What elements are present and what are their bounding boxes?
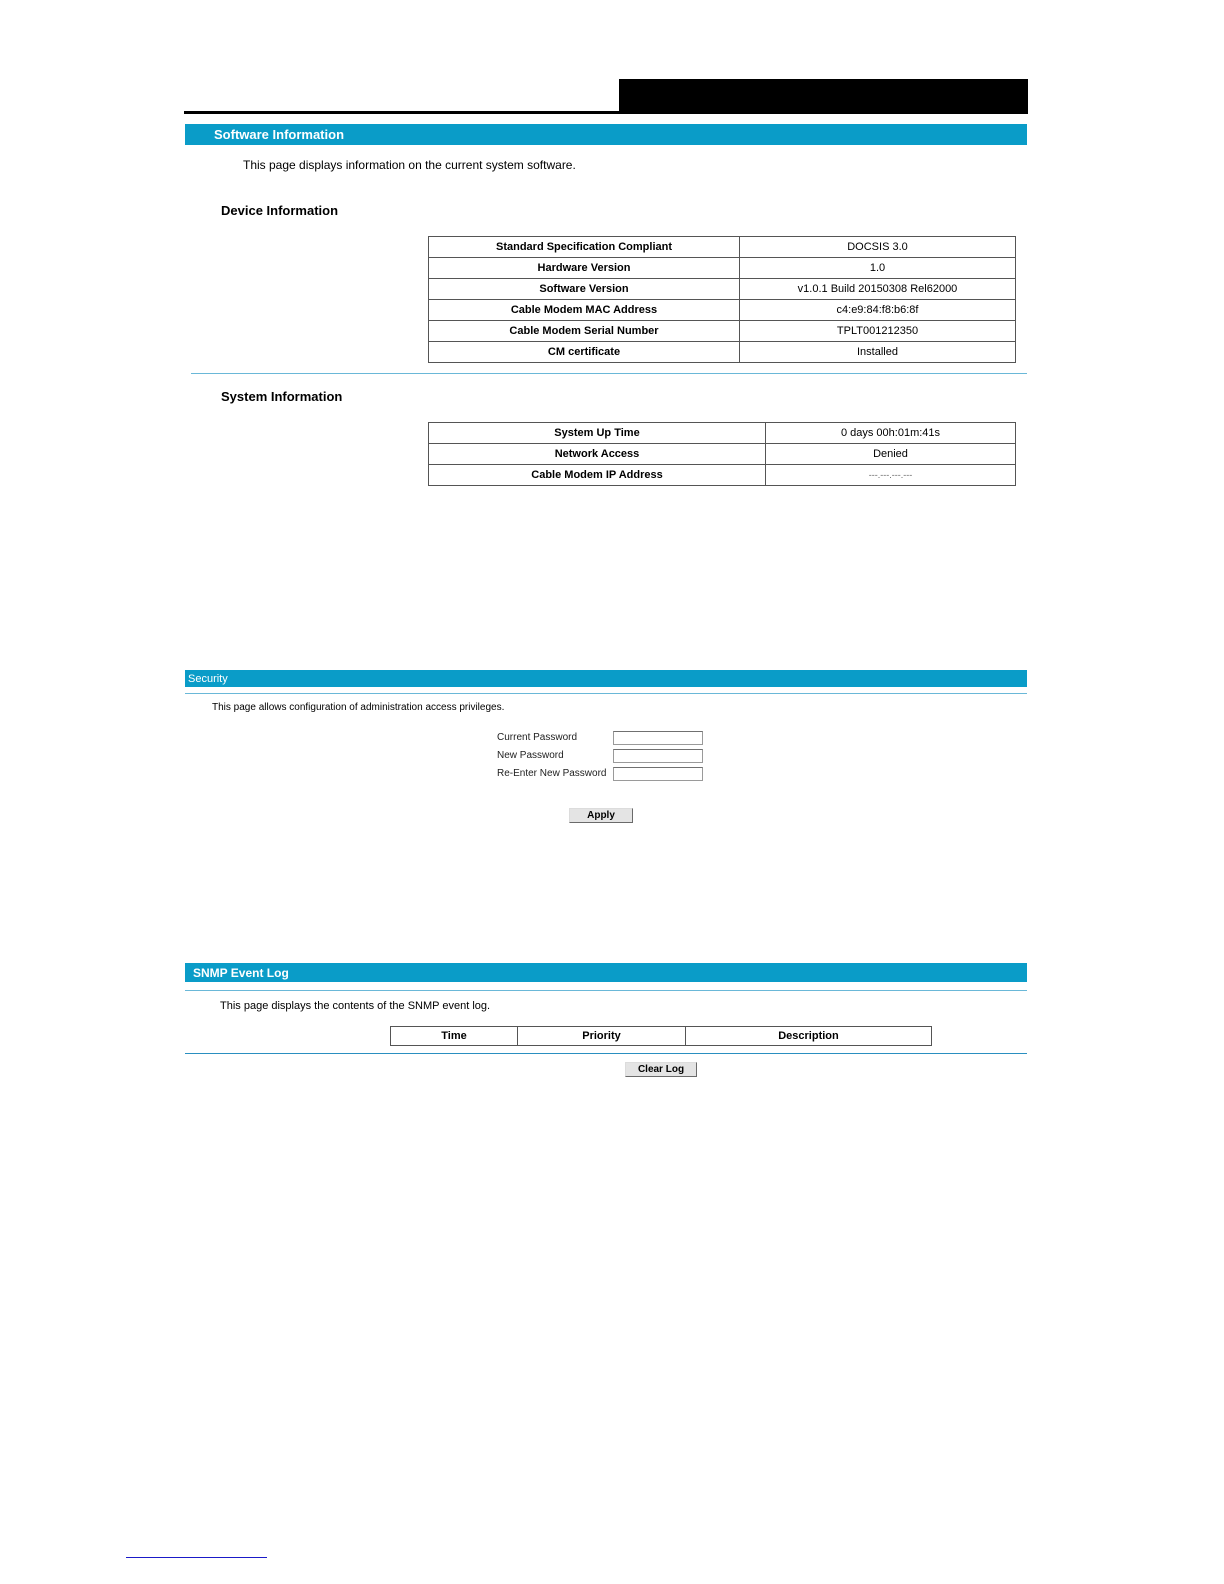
software-info-title-bar bbox=[185, 124, 1027, 145]
system-row-value: 0 days 00h:01m:41s bbox=[766, 423, 1016, 444]
device-row-value: 1.0 bbox=[740, 258, 1016, 279]
header-block bbox=[619, 79, 1028, 114]
current-password-label: Current Password bbox=[497, 732, 578, 743]
column-header-priority: Priority bbox=[518, 1027, 686, 1046]
table-row bbox=[429, 321, 1016, 342]
table-row bbox=[429, 300, 1016, 321]
footer-link-underline bbox=[126, 1557, 267, 1558]
system-row-value: ---.---.---.--- bbox=[766, 465, 1016, 486]
system-info-heading: System Information bbox=[221, 389, 343, 404]
table-row bbox=[429, 423, 1016, 444]
device-info-heading: Device Information bbox=[221, 203, 339, 218]
snmp-log-table bbox=[390, 1026, 932, 1046]
table-row bbox=[429, 444, 1016, 465]
system-row-value: Denied bbox=[766, 444, 1016, 465]
device-row-value: TPLT001212350 bbox=[740, 321, 1016, 342]
device-row-label: Cable Modem Serial Number bbox=[429, 321, 740, 342]
device-info-table bbox=[428, 236, 1016, 363]
security-title: Security bbox=[188, 672, 228, 685]
apply-button[interactable]: Apply bbox=[569, 808, 633, 823]
system-info-table bbox=[428, 422, 1016, 486]
device-row-label: Software Version bbox=[429, 279, 740, 300]
section-divider bbox=[191, 373, 1027, 374]
snmp-description: This page displays the contents of the SNMP event log. bbox=[220, 1000, 491, 1012]
table-row bbox=[429, 342, 1016, 363]
snmp-title-bar bbox=[185, 963, 1027, 982]
current-password-input[interactable] bbox=[613, 731, 703, 745]
reenter-password-input[interactable] bbox=[613, 767, 703, 781]
column-header-description: Description bbox=[686, 1027, 932, 1046]
header-rule bbox=[184, 111, 1028, 114]
snmp-title: SNMP Event Log bbox=[193, 965, 289, 980]
new-password-input[interactable] bbox=[613, 749, 703, 763]
device-row-value: v1.0.1 Build 20150308 Rel62000 bbox=[740, 279, 1016, 300]
software-info-description: This page displays information on the current system software. bbox=[243, 158, 576, 172]
table-row bbox=[429, 258, 1016, 279]
table-row bbox=[429, 465, 1016, 486]
table-row bbox=[429, 279, 1016, 300]
table-header-row bbox=[391, 1027, 932, 1046]
device-row-label: CM certificate bbox=[429, 342, 740, 363]
software-info-title: Software Information bbox=[214, 127, 345, 142]
column-header-time: Time bbox=[391, 1027, 518, 1046]
system-row-label: System Up Time bbox=[429, 423, 766, 444]
device-row-label: Standard Specification Compliant bbox=[429, 237, 740, 258]
system-row-label: Network Access bbox=[429, 444, 766, 465]
device-row-value: c4:e9:84:f8:b6:8f bbox=[740, 300, 1016, 321]
new-password-label: New Password bbox=[497, 750, 564, 761]
section-divider bbox=[185, 693, 1027, 694]
security-description: This page allows configuration of administration access privileges. bbox=[212, 702, 505, 713]
security-title-bar bbox=[185, 670, 1027, 687]
device-row-value: Installed bbox=[740, 342, 1016, 363]
clear-log-button[interactable]: Clear Log bbox=[625, 1062, 697, 1077]
system-row-label: Cable Modem IP Address bbox=[429, 465, 766, 486]
device-row-label: Cable Modem MAC Address bbox=[429, 300, 740, 321]
device-row-label: Hardware Version bbox=[429, 258, 740, 279]
device-row-value: DOCSIS 3.0 bbox=[740, 237, 1016, 258]
table-row bbox=[429, 237, 1016, 258]
section-divider bbox=[185, 1053, 1027, 1054]
section-divider bbox=[185, 990, 1027, 991]
reenter-password-label: Re-Enter New Password bbox=[497, 768, 607, 779]
